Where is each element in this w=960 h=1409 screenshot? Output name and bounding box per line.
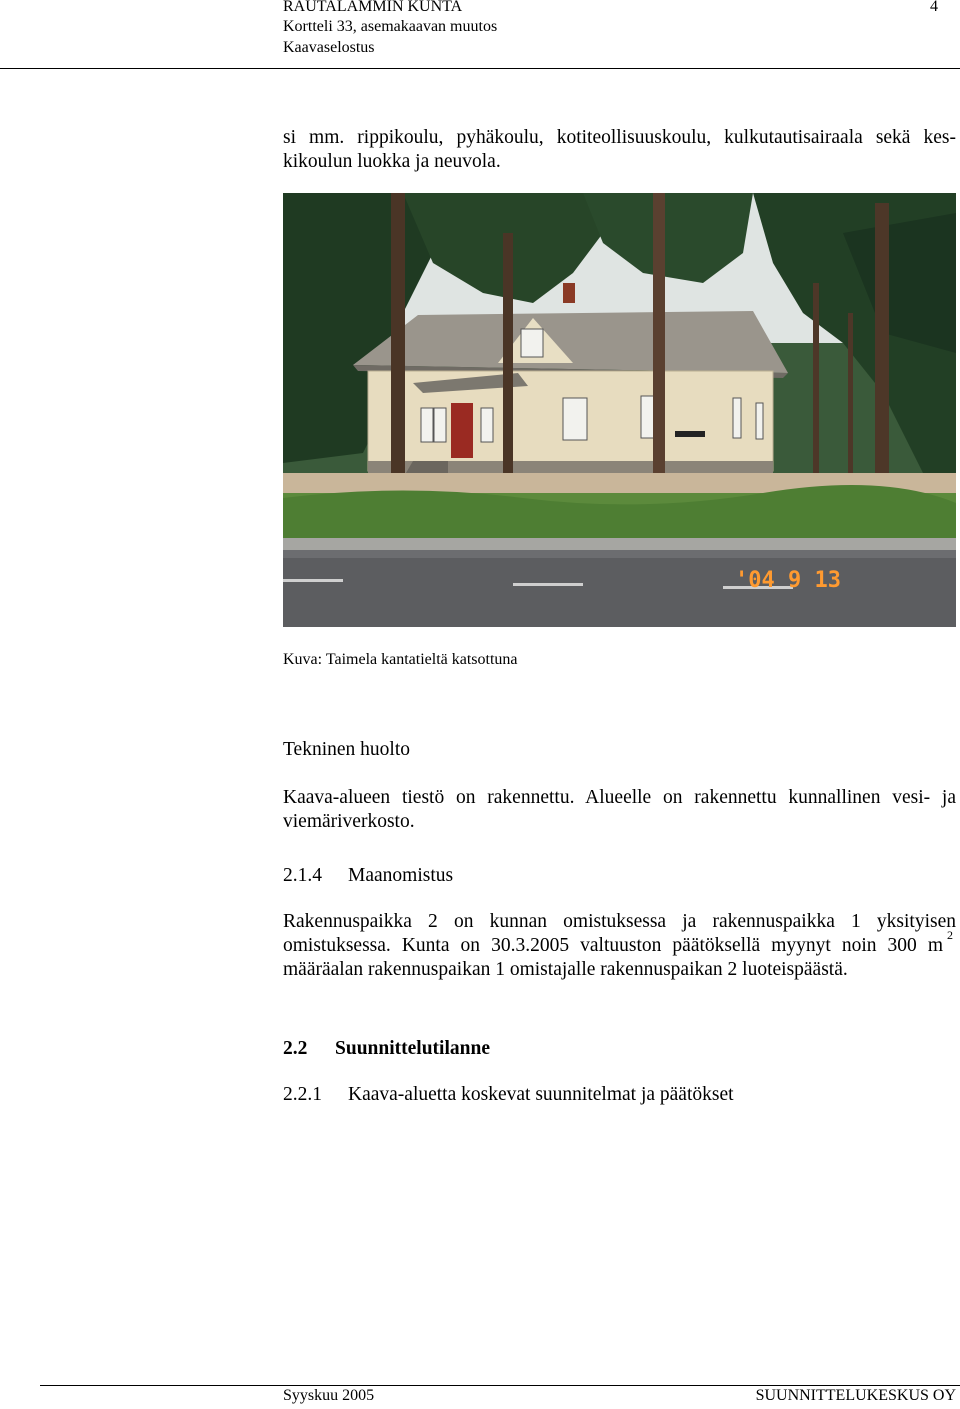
photo-caption: Kuva: Taimela kantatieltä katsottuna — [283, 651, 518, 668]
tekninen-line-1: Kaava-alueen tiestö on rakennettu. Alueelle on rakennettu kunnallinen vesi- ja — [283, 787, 956, 808]
header-org: RAUTALAMMIN KUNTA — [283, 0, 463, 15]
section-number-22: 2.2 — [283, 1038, 308, 1059]
header-rule — [0, 68, 960, 69]
maanomistus-line-2: omistuksessa. Kunta on 30.3.2005 valtuuston päätöksellä myynyt noin 300 m — [283, 935, 943, 956]
intro-line-2: kikoulun luokka ja neuvola. — [283, 151, 501, 172]
section-title-suunnittelutilanne: Suunnittelutilanne — [335, 1038, 490, 1059]
page-number: 4 — [930, 0, 938, 15]
maanomistus-line-3: määräalan rakennuspaikan 1 omistajalle rakennuspaikan 2 luoteispäästä. — [283, 959, 848, 980]
section-title-maanomistus: Maanomistus — [348, 865, 454, 886]
tekninen-line-2: viemäriverkosto. — [283, 811, 415, 832]
superscript-2: 2 — [947, 928, 953, 942]
section-heading-tekninen: Tekninen huolto — [283, 739, 410, 760]
footer-date: Syyskuu 2005 — [283, 1387, 375, 1404]
building-photo — [283, 193, 956, 627]
section-number-214: 2.1.4 — [283, 865, 322, 886]
footer-company: SUUNNITTELUKESKUS OY — [755, 1387, 956, 1404]
intro-line-1: si mm. rippikoulu, pyhäkoulu, kotiteollisuuskoulu, kulkutautisairaala sekä kes- — [283, 127, 956, 148]
header-doc-type: Kaavaselostus — [283, 39, 375, 56]
header-subtitle: Kortteli 33, asemakaavan muutos — [283, 18, 498, 35]
maanomistus-line-1: Rakennuspaikka 2 on kunnan omistuksessa ja rakennuspaikka 1 yksityisen — [283, 911, 956, 932]
photo-date-stamp: '04 9 13 — [735, 568, 841, 593]
section-number-221: 2.2.1 — [283, 1084, 322, 1105]
section-title-suunnitelmat: Kaava-aluetta koskevat suunnitelmat ja päätökset — [348, 1084, 734, 1105]
